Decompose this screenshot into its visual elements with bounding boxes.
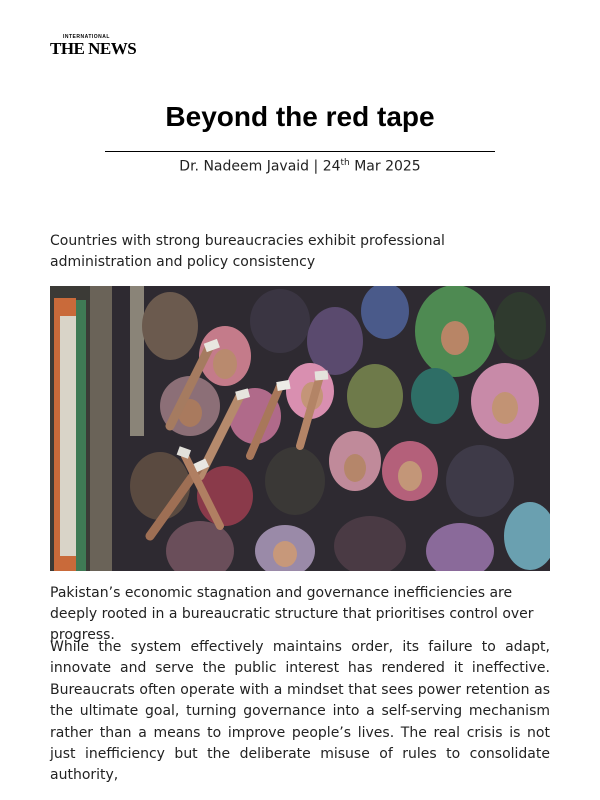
date-day: 24 [322, 158, 341, 175]
paragraph-1: Pakistan’s economic stagnation and governance inefficiencies are deeply rooted in a bureaucratic structure that prioritises control over progress. [50, 585, 534, 643]
article-standfirst: Countries with strong bureaucracies exhibit professional administration and policy consistency [50, 233, 445, 270]
masthead-main-text: THE NEWS [50, 39, 137, 58]
byline-separator: | [313, 158, 319, 175]
paragraph-2: While the system effectively maintains order, its failure to adapt, innovate and serve the public interest has rendered it ineffective. Bureaucrats often operate with a mindset that sees power retention as the ultimate goal, turning governance into a self-serving mechanism rather than a means to improve people’s lives. The real crisis is not just inefficiency but the deliberate misuse of rules to consolidate authority, [50, 639, 550, 784]
article-title: Beyond the red tape [165, 101, 435, 132]
date-suffix: th [340, 158, 350, 168]
masthead-small-text: INTERNATIONAL [63, 34, 110, 40]
title-divider [105, 151, 495, 152]
date-month-year: Mar 2025 [354, 158, 421, 175]
article-photo [50, 286, 550, 571]
author-name: Dr. Nadeem Javaid [179, 158, 310, 175]
byline [0, 158, 600, 175]
masthead-logo [50, 34, 140, 60]
